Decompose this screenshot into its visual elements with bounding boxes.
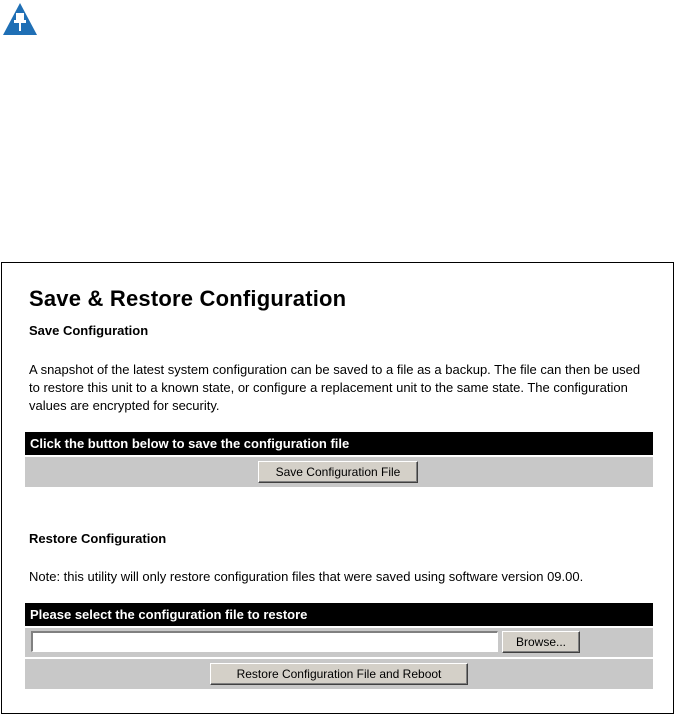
pushpin-note-icon <box>1 1 39 37</box>
save-configuration-heading: Save Configuration <box>29 323 149 338</box>
save-button-row <box>25 457 653 487</box>
save-configuration-file-button[interactable]: Save Configuration File <box>258 461 418 483</box>
restore-configuration-heading: Restore Configuration <box>29 531 167 546</box>
config-file-input[interactable] <box>31 631 498 652</box>
restore-button-row <box>25 659 653 689</box>
save-description: A snapshot of the latest system configuration can be saved to a file as a backup. The file can then be used to restore this unit to a known state, or configure a replacement unit to the same state. The configuration values are encrypted for security. <box>29 362 641 413</box>
browse-button[interactable]: Browse... <box>502 631 580 653</box>
restore-configuration-file-and-reboot-button[interactable]: Restore Configuration File and Reboot <box>210 663 468 685</box>
file-select-row <box>25 628 653 657</box>
page-title: Save & Restore Configuration <box>29 286 347 311</box>
save-bar-label: Click the button below to save the configuration file <box>25 432 653 455</box>
restore-note: Note: this utility will only restore configuration files that were saved using software version 09.00. <box>29 569 584 584</box>
restore-bar-label: Please select the configuration file to restore <box>25 603 653 626</box>
config-panel <box>1 262 674 714</box>
